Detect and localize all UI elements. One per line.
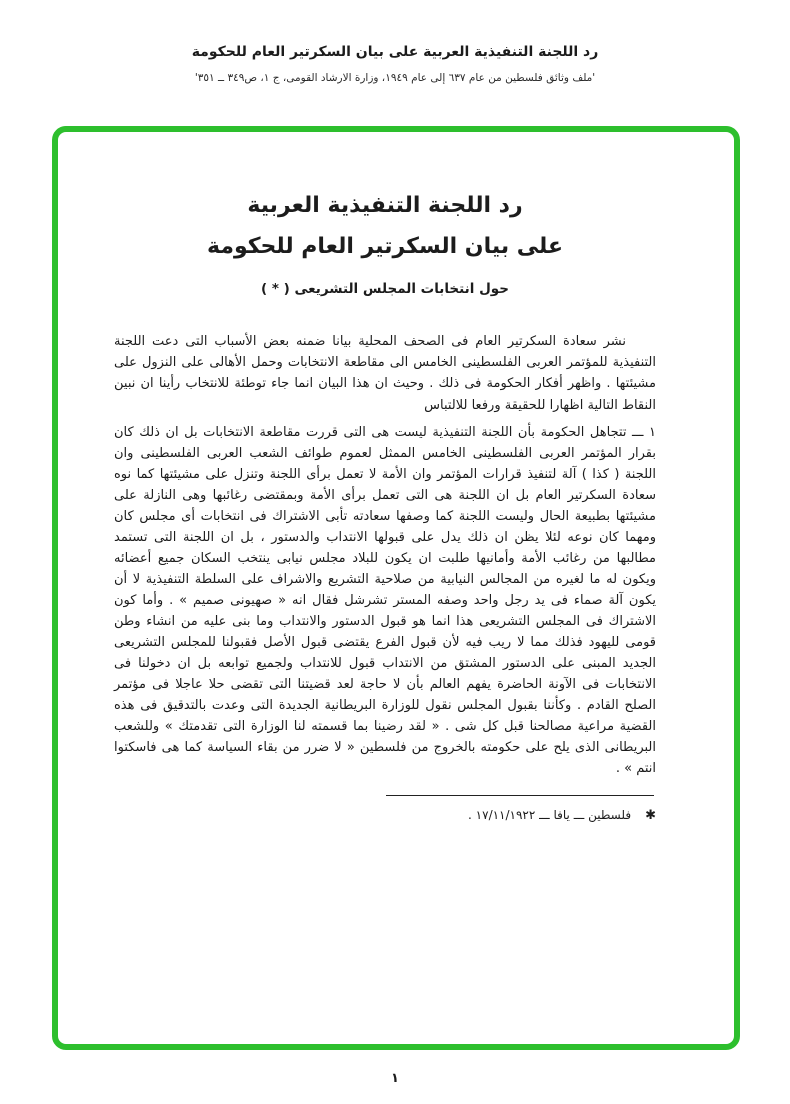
paragraph-item-1: ١ ـــ تتجاهل الحكومة بأن اللجنة التنفيذية ليست هى التى قررت مقاطعة الانتخابات بل ان ذلك كان بقرار المؤتمر العربى الفلسطينى الخامس الممثل لعموم طوائف الشعب العربى الفلسطينى وان اللجنة ( كذا ) آلة لتنفيذ قرارات المؤتمر وان الأمة لا تعمل برأى اللجنة وتنزل على مشيئتها كما نوه سعادة السكرتير العام بل ان اللجنة هى التى تعمل برأى الأمة وبمقتضى رغائبها وهى النازلة على مشيئتها بطبيعة الحال وليست اللجنة كما وصفها سعادته تأبى الاشتراك فى انتخابات أى مجلس كان ومهما كان نوعه لئلا يظن ان ذلك يدل على قبولها الانتداب والدستور ، بل ان اللجنة التى تستمد مطالبها من رغائب الأمة وأمانيها طلبت ان يكون للبلاد مجلس نيابى ينتخب السكان جميع أعضائه ويكون له ما لغيره من المجالس النيابية من صلاحية التشريع والاشراف على السلطة التنفيذية لا أن يكون آلة صماء فى يد رجل واحد وصفه المستر تشرشل فقال انه « صهيونى صميم » . وأما كون الاشتراك فى المجلس التشريعى هذا انما هو قبول الدستور والانتداب وما بنى عليه من انشاء وطن قومى لليهود فذلك مما لا ريب فيه لأن قبول الفرع يقتضى قبول الأصل فقبولنا للمجلس التشريعى الجديد المبنى على الدستور المشتق من الانتداب قبول للانتداب ولجميع توابعه بل ان دخولنا فى الانتخابات فى الآونة الحاضرة يفهم العالم بأن لا حاجة لعد قضيتنا التى تقضى حلا عاجلا فى مؤتمر الصلح القادم . وكأننا بقبول المجلس نقول للوزارة البريطانية الجديدة التى وعدت بالتدقيق فى هذه القضية مراعية مصالحنا قبل كل شى . « لقد رضينا بما قسمته لنا الوزارة التى تقدمتك » وللشعب البريطانى الذى يلح على حكومته بالخروج من فلسطين « لا ضرر من بقاء السياسة كما هى فاسكتوا انتم » .	[114, 424, 656, 777]
footnote	[114, 808, 656, 823]
document-title-line1: رد اللجنة التنفيذية العربية	[247, 193, 523, 218]
document-title-line2: على بيان السكرتير العام للحكومة	[206, 233, 564, 259]
document-title	[114, 186, 656, 267]
footnote-divider	[386, 795, 654, 796]
footnote-asterisk-icon: ✱	[645, 808, 656, 824]
footnote-text: فلسطين ـــ يافا ـــ ١٧/١١/١٩٢٢ .	[468, 808, 632, 823]
document-body-area	[58, 132, 734, 1044]
citation-header	[0, 0, 790, 84]
citation-title: رد اللجنة التنفيذية العربية على بيان السكرتير العام للحكومة	[191, 44, 599, 60]
green-highlight-frame	[52, 126, 740, 1050]
document-subtitle: حول انتخابات المجلس التشريعى ( * )	[261, 281, 509, 298]
document-text	[114, 331, 656, 779]
paragraph-intro: نشر سعادة السكرتير العام فى الصحف المحلية بيانا ضمنه بعض الأسباب التى دعت اللجنة التنفيذية للمؤتمر العربى الفلسطينى الخامس الى مقاطعة الانتخابات وحمل الأهالى على النزول على مشيئتها . واظهر أفكار الحكومة فى ذلك . وحيث ان هذا البيان انما جاء توطئة للانتخاب رأينا ان نبين النقاط التالية اظهارا للحقيقة ورفعا للالتباس	[114, 334, 656, 413]
footnote-block	[114, 795, 656, 823]
page-number: ١	[391, 1071, 399, 1086]
citation-source: 'ملف وثائق فلسطين من عام ٦٣٧ إلى عام ١٩٤٩، وزارة الارشاد القومى، ج ١، ص٣٤٩ ــ ٣٥١'	[194, 72, 596, 84]
